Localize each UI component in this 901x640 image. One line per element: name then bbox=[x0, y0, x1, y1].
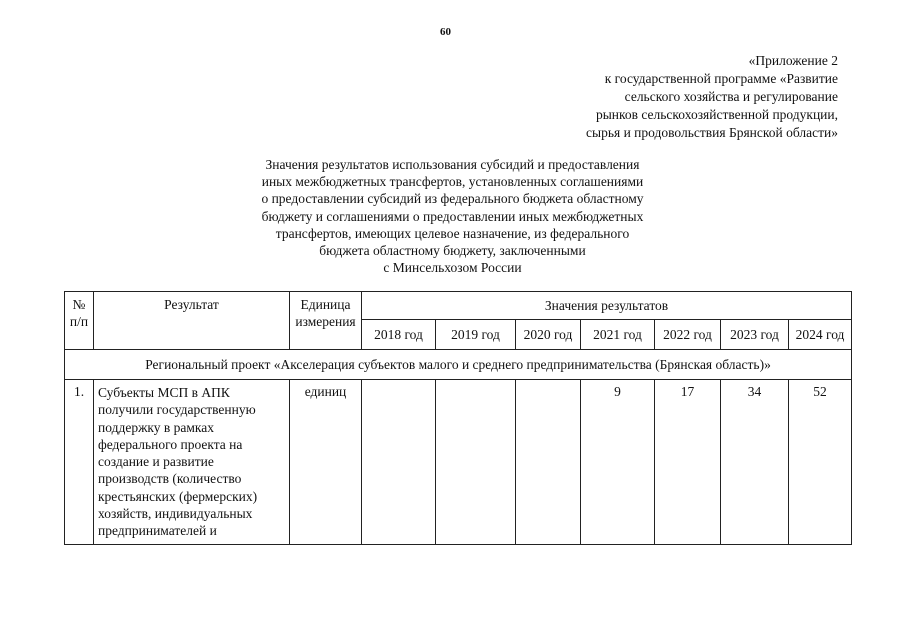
title-line: трансфертов, имеющих целевое назначение, из федерального bbox=[275, 225, 630, 241]
description-line: Субъекты МСП в АПК bbox=[98, 385, 230, 400]
header-number-line2: п/п bbox=[69, 314, 89, 329]
title-line: бюджета областному бюджету, заключенными bbox=[319, 243, 586, 259]
title-line: о предоставлении субсидий из федерального бюджета областному bbox=[261, 191, 644, 207]
value-2019 bbox=[436, 380, 516, 545]
header-unit bbox=[290, 292, 362, 350]
table-row bbox=[65, 380, 852, 545]
description-line: создание и развитие bbox=[98, 454, 214, 470]
header-year: 2023 год bbox=[721, 320, 789, 350]
value-2022: 17 bbox=[655, 380, 721, 545]
section-title: Региональный проект «Акселерация субъектов малого и среднего предпринимательства (Брянская область)» bbox=[65, 350, 852, 380]
header-year: 2019 год bbox=[436, 320, 516, 350]
description-line: предпринимателей и bbox=[98, 523, 217, 539]
row-description bbox=[94, 380, 290, 545]
header-year: 2022 год bbox=[655, 320, 721, 350]
value-2023: 34 bbox=[721, 380, 789, 545]
title-line: иных межбюджетных трансфертов, установленных соглашениями bbox=[261, 174, 644, 190]
description-line: федерального проекта на bbox=[98, 436, 243, 452]
row-unit: единиц bbox=[290, 380, 362, 545]
description-line: крестьянских (фермерских) bbox=[98, 488, 258, 504]
header-number-line1: № bbox=[72, 297, 86, 312]
title-line: с Минсельхозом России bbox=[383, 260, 522, 276]
appendix-line: рынков сельскохозяйственной продукции, bbox=[595, 107, 838, 122]
header-unit-line1: Единица bbox=[300, 297, 351, 312]
title-line: Значения результатов использования субсидий и предоставления bbox=[265, 157, 640, 172]
description-line: получили государственную bbox=[98, 402, 256, 418]
header-values: Значения результатов bbox=[362, 292, 852, 320]
header-result: Результат bbox=[94, 292, 290, 350]
header-year: 2024 год bbox=[789, 320, 852, 350]
header-unit-line2: измерения bbox=[295, 314, 356, 329]
description-line: производств (количество bbox=[98, 471, 242, 487]
results-table bbox=[64, 291, 852, 545]
header-year: 2018 год bbox=[362, 320, 436, 350]
value-2024: 52 bbox=[789, 380, 852, 545]
header-year: 2020 год bbox=[516, 320, 581, 350]
title-line: бюджету и соглашениями о предоставлении иных межбюджетных bbox=[261, 208, 644, 224]
appendix-reference bbox=[520, 52, 838, 142]
page-number: 60 bbox=[440, 26, 451, 38]
value-2020 bbox=[516, 380, 581, 545]
header-number bbox=[65, 292, 94, 350]
description-line: хозяйств, индивидуальных bbox=[98, 506, 253, 522]
row-number: 1. bbox=[65, 380, 94, 545]
document-title bbox=[220, 156, 685, 276]
value-2021: 9 bbox=[581, 380, 655, 545]
description-line: поддержку в рамках bbox=[98, 419, 215, 435]
header-year: 2021 год bbox=[581, 320, 655, 350]
appendix-line: сырья и продовольствия Брянской области» bbox=[586, 125, 838, 140]
value-2018 bbox=[362, 380, 436, 545]
appendix-line: «Приложение 2 bbox=[748, 53, 838, 68]
appendix-line: сельского хозяйства и регулирование bbox=[624, 89, 838, 104]
appendix-line: к государственной программе «Развитие bbox=[604, 71, 838, 86]
